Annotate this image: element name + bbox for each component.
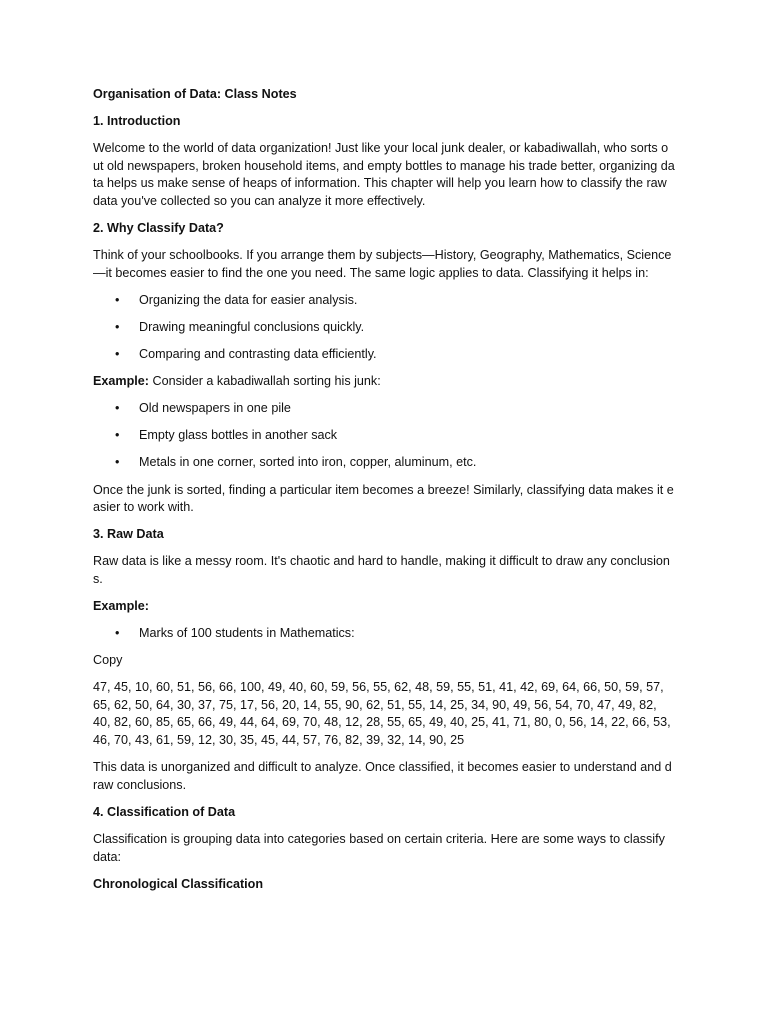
bullet-icon: •	[115, 626, 120, 641]
bullet-icon: •	[115, 292, 120, 307]
document-title: Organisation of Data: Class Notes	[93, 87, 297, 101]
classification-paragraph: Classification is grouping data into categories based on certain criteria. Here are some ways to classify data:	[93, 831, 665, 864]
section-heading-why-classify: 2. Why Classify Data?	[93, 221, 224, 236]
raw-example-label: Example:	[93, 598, 149, 613]
example-label: Example:	[93, 374, 149, 389]
bullet-icon: •	[115, 347, 120, 362]
raw-closing-paragraph: This data is unorganized and difficult to analyze. Once classified, it becomes easier to understand and draw conclusions.	[93, 760, 672, 792]
list-item: • Empty glass bottles in another sack	[93, 427, 675, 445]
document-page	[93, 86, 675, 903]
bullet-icon: •	[115, 455, 120, 470]
marks-data-block: 47, 45, 10, 60, 51, 56, 66, 100, 49, 40, 60, 59, 56, 55, 62, 48, 59, 55, 51, 41, 42, 69, 64, 66, 50, 59, 57, 65, 62, 50, 64, 30, 37, 75, 17, 56, 20, 14, 55, 90, 62, 51, 55, 14, 25, 34, 90, 49, 56, 54, 70, 47, 49, 82, 40, 82, 60, 85, 65, 66, 49, 44, 64, 69, 70, 48, 12, 28, 55, 65, 49, 40, 25, 41, 71, 80, 0, 56, 14, 22, 66, 53, 46, 70, 43, 61, 59, 12, 30, 35, 45, 44, 57, 76, 82, 39, 32, 14, 90, 25	[93, 680, 671, 748]
why-bullet-list	[93, 292, 675, 364]
intro-paragraph: Welcome to the world of data organization! Just like your local junk dealer, or kabadiwallah, who sorts out old newspapers, broken household items, and empty bottles to manage his trade better, organizing data helps us make sense of heaps of information. This chapter will help you learn how to classify the raw data you've collected so you can analyze it more effectively.	[93, 141, 675, 208]
example-intro	[93, 373, 675, 391]
bullet-icon: •	[115, 428, 120, 443]
list-item: • Organizing the data for easier analysis.	[93, 292, 675, 310]
raw-bullet-list	[93, 625, 675, 643]
list-item: • Comparing and contrasting data efficiently.	[93, 346, 675, 364]
section-heading-introduction: 1. Introduction	[93, 114, 181, 129]
list-item: • Drawing meaningful conclusions quickly.	[93, 319, 675, 337]
example-bullet-list	[93, 400, 675, 472]
why-paragraph: Think of your schoolbooks. If you arrange them by subjects—History, Geography, Mathematics, Science—it becomes easier to find the one you need. The same logic applies to data. Classifying it helps in:	[93, 248, 672, 280]
list-item: • Old newspapers in one pile	[93, 400, 675, 418]
section-heading-classification: 4. Classification of Data	[93, 804, 236, 819]
list-item: • Marks of 100 students in Mathematics:	[93, 625, 675, 643]
bullet-icon: •	[115, 319, 120, 334]
list-item: • Metals in one corner, sorted into iron, copper, aluminum, etc.	[93, 454, 675, 472]
raw-paragraph: Raw data is like a messy room. It's chaotic and hard to handle, making it difficult to draw any conclusions.	[93, 554, 670, 586]
sub-heading-chronological: Chronological Classification	[93, 876, 264, 891]
example-text: Consider a kabadiwallah sorting his junk:	[149, 374, 381, 389]
why-closing-paragraph: Once the junk is sorted, finding a particular item becomes a breeze! Similarly, classifying data makes it easier to work with.	[93, 482, 674, 515]
bullet-icon: •	[115, 401, 120, 416]
section-heading-raw-data: 3. Raw Data	[93, 527, 164, 542]
copy-label: Copy	[93, 653, 123, 668]
